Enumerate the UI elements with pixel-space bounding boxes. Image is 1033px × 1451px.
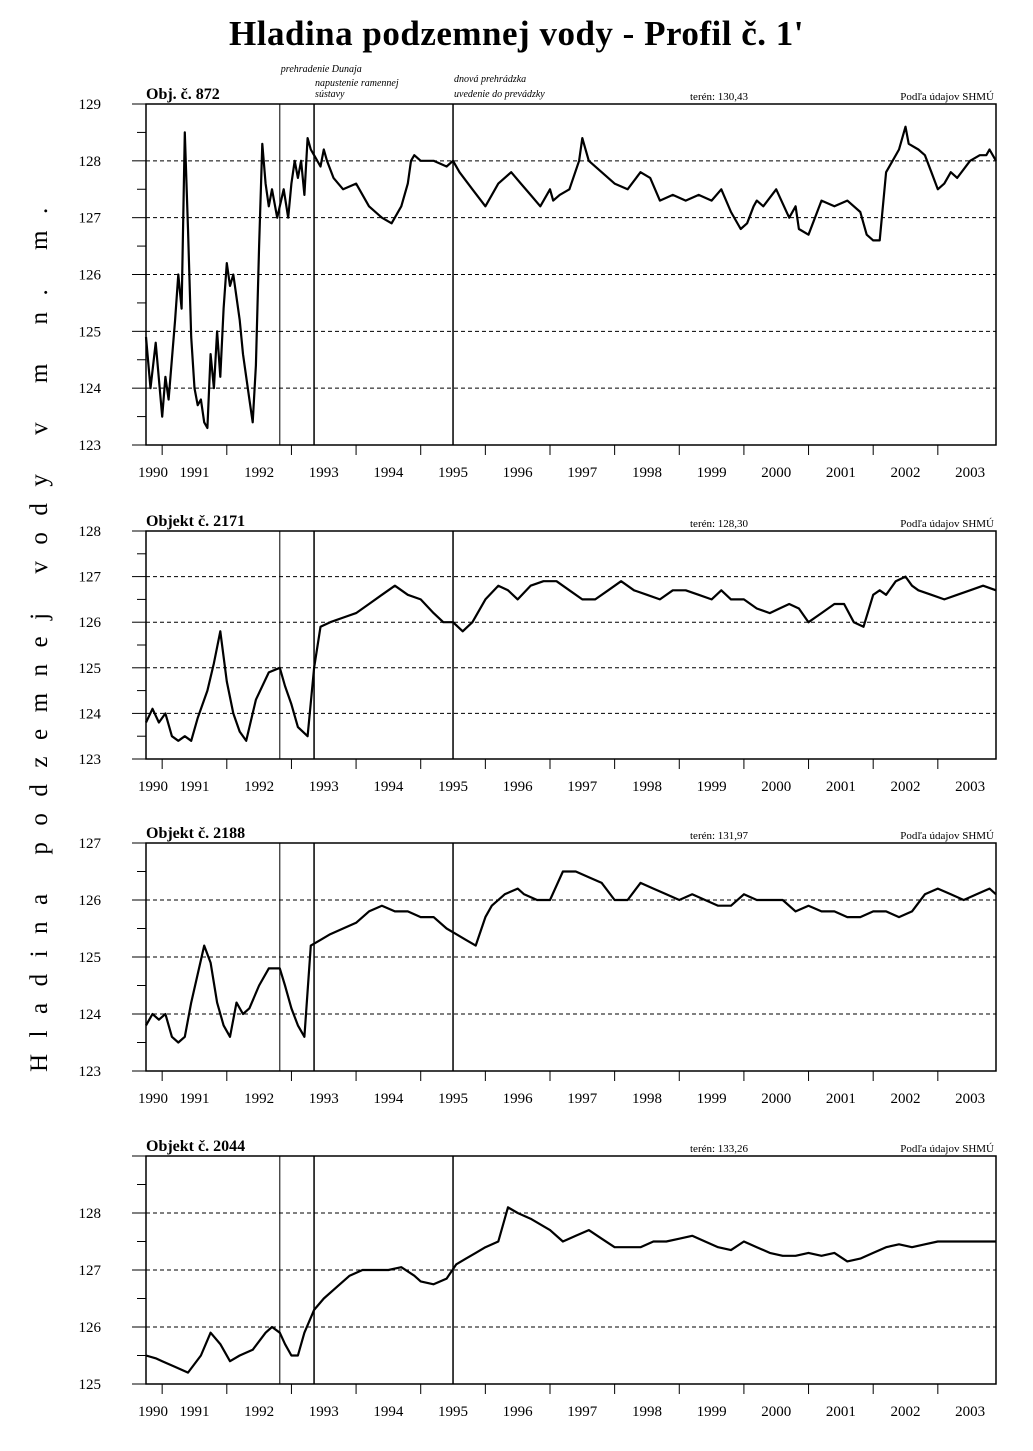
- x-tick-label: 1992: [244, 1404, 275, 1420]
- panel-title: Objekt č. 2188: [146, 825, 246, 842]
- x-tick-label: 2001: [825, 465, 856, 481]
- y-tick-label: 124: [78, 706, 101, 723]
- x-tick-label: 1999: [696, 1091, 727, 1107]
- x-tick-label: 1993: [308, 1091, 339, 1107]
- y-tick-label: 128: [78, 153, 101, 170]
- x-tick-label: 1994: [373, 1091, 404, 1107]
- event-label-weir: uvedenie do prevádzky: [454, 89, 545, 100]
- x-tick-label: 1993: [308, 465, 339, 481]
- x-tick-label: 1996: [502, 779, 533, 795]
- x-tick-label: 1995: [438, 1091, 469, 1107]
- x-tick-label: 2002: [890, 1404, 921, 1420]
- x-tick-label: 2002: [890, 465, 921, 481]
- source-label: Podľa údajov SHMÚ: [900, 830, 994, 842]
- x-tick-label: 1997: [567, 1091, 598, 1107]
- x-tick-label: 1999: [696, 465, 727, 481]
- y-tick-label: 125: [78, 660, 101, 677]
- plot-frame: [146, 531, 996, 759]
- terrain-label: terén: 130,43: [690, 91, 749, 103]
- x-tick-label: 1998: [631, 465, 662, 481]
- y-tick-label: 124: [78, 1007, 101, 1023]
- event-label-dam: prehradenie Dunaja: [280, 64, 362, 75]
- x-tick-label: 1995: [438, 465, 469, 481]
- x-tick-label: 1992: [244, 779, 275, 795]
- terrain-label: terén: 133,26: [690, 1143, 749, 1155]
- x-tick-label: 1994: [373, 779, 404, 795]
- x-tick-label: 1996: [502, 465, 533, 481]
- panel-title: Obj. č. 872: [146, 86, 220, 103]
- x-tick-label: 1990: [138, 779, 168, 795]
- x-tick-label: 1997: [567, 1404, 598, 1420]
- x-tick-label: 1992: [244, 465, 275, 481]
- chart-panel-4: [79, 1138, 997, 1420]
- y-tick-label: 126: [78, 267, 101, 284]
- x-tick-label: 1998: [631, 1091, 662, 1107]
- x-tick-label: 2000: [761, 779, 792, 795]
- x-tick-label: 2000: [761, 465, 792, 481]
- x-tick-label: 2001: [825, 1404, 856, 1420]
- x-tick-label: 1999: [696, 779, 727, 795]
- x-tick-label: 1992: [244, 1091, 275, 1107]
- x-tick-label: 1998: [631, 1404, 662, 1420]
- chart-panel-1: [79, 86, 997, 481]
- x-tick-label: 1995: [438, 1404, 469, 1420]
- y-tick-label: 128: [78, 1206, 101, 1222]
- series-line: [146, 1207, 996, 1372]
- y-tick-label: 126: [78, 1320, 101, 1336]
- x-tick-label: 1990: [138, 465, 168, 481]
- x-tick-label: 1993: [308, 1404, 339, 1420]
- x-tick-label: 1991: [179, 465, 210, 481]
- x-tick-label: 1997: [567, 779, 598, 795]
- x-tick-label: 1998: [631, 779, 662, 795]
- y-tick-label: 125: [78, 1377, 101, 1393]
- y-tick-label: 129: [78, 97, 101, 113]
- source-label: Podľa údajov SHMÚ: [900, 91, 994, 103]
- y-tick-label: 126: [78, 615, 101, 632]
- terrain-label: terén: 131,97: [690, 830, 749, 842]
- y-tick-label: 123: [78, 1064, 101, 1080]
- x-tick-label: 1991: [179, 1091, 210, 1107]
- x-tick-label: 2002: [890, 779, 921, 795]
- x-tick-label: 1991: [179, 779, 210, 795]
- source-label: Podľa údajov SHMÚ: [900, 1143, 994, 1155]
- event-label-branch: napustenie ramennej: [315, 78, 399, 89]
- y-tick-label: 127: [78, 569, 101, 586]
- x-tick-label: 2003: [955, 1404, 986, 1420]
- y-tick-label: 124: [78, 381, 101, 398]
- y-tick-label: 123: [78, 438, 101, 454]
- x-tick-label: 2003: [955, 465, 986, 481]
- y-tick-label: 125: [78, 324, 101, 341]
- y-tick-label: 127: [78, 210, 101, 227]
- x-tick-label: 2001: [825, 779, 856, 795]
- y-tick-label: 128: [78, 524, 101, 540]
- x-tick-label: 2003: [955, 779, 986, 795]
- x-tick-label: 2001: [825, 1091, 856, 1107]
- y-tick-label: 127: [78, 836, 101, 852]
- x-tick-label: 2003: [955, 1091, 986, 1107]
- series-line: [146, 127, 996, 428]
- chart-panel-2: [79, 513, 997, 795]
- chart-panel-3: [79, 825, 997, 1107]
- x-tick-label: 1990: [138, 1091, 168, 1107]
- event-annotations: [280, 64, 545, 100]
- x-tick-label: 2002: [890, 1091, 921, 1107]
- event-label-branch: sústavy: [315, 89, 345, 100]
- x-tick-label: 1999: [696, 1404, 727, 1420]
- x-tick-label: 1996: [502, 1404, 533, 1420]
- y-tick-label: 125: [78, 950, 101, 966]
- x-tick-label: 2000: [761, 1404, 792, 1420]
- x-tick-label: 1994: [373, 465, 404, 481]
- series-line: [146, 577, 996, 741]
- x-tick-label: 1991: [179, 1404, 210, 1420]
- y-tick-label: 123: [78, 752, 101, 768]
- y-axis-label: Hladina podzemnej vody v m n. m.: [26, 191, 53, 1072]
- page-title: Hladina podzemnej vody - Profil č. 1': [229, 14, 804, 53]
- x-tick-label: 1996: [502, 1091, 533, 1107]
- event-label-weir: dnová prehrádzka: [454, 74, 527, 85]
- x-tick-label: 1997: [567, 465, 598, 481]
- x-tick-label: 1995: [438, 779, 469, 795]
- y-tick-label: 126: [78, 893, 101, 909]
- x-tick-label: 2000: [761, 1091, 792, 1107]
- terrain-label: terén: 128,30: [690, 518, 749, 530]
- source-label: Podľa údajov SHMÚ: [900, 518, 994, 530]
- panel-title: Objekt č. 2044: [146, 1138, 246, 1155]
- x-tick-label: 1990: [138, 1404, 168, 1420]
- y-tick-label: 127: [78, 1263, 101, 1279]
- panel-title: Objekt č. 2171: [146, 513, 246, 530]
- x-tick-label: 1993: [308, 779, 339, 795]
- x-tick-label: 1994: [373, 1404, 404, 1420]
